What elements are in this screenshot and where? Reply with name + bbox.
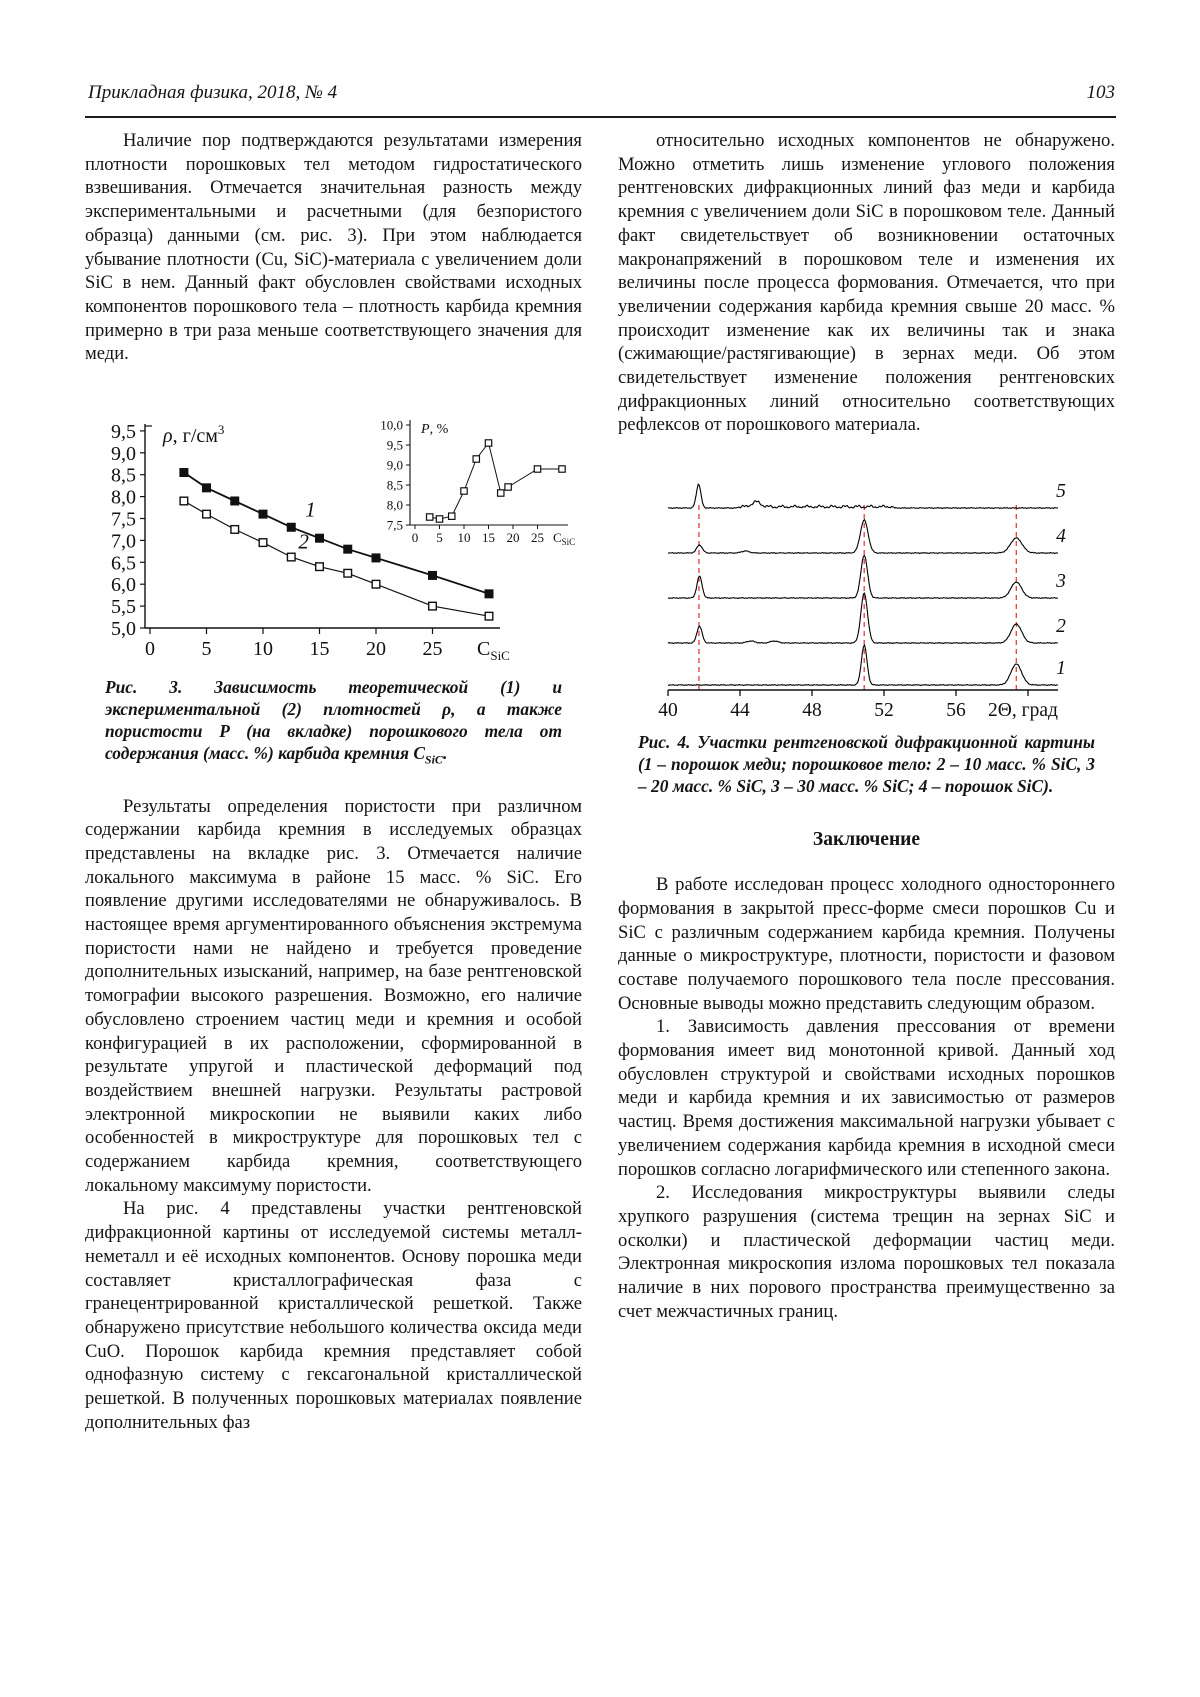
svg-text:56: 56 bbox=[946, 700, 966, 722]
paragraph-xrd-intro: На рис. 4 представлены участки рентгеновской дифракционной картины от исследуемой системы металл-неметалл и её исходных компонентов. Основу порошка меди составляет кристаллографическая фаза с гранецентрированной кристаллической решеткой. Также обнаружено присутствие небольшого количества оксида меди CuO. Порошок карбида кремния представляет собой однофазную систему с гексагональной кристаллической решеткой. В полученных порошковых материалах появление дополнительных фаз bbox=[85, 1198, 582, 1433]
page-number: 103 bbox=[1086, 82, 1115, 103]
svg-text:10: 10 bbox=[457, 530, 471, 546]
svg-text:8,0: 8,0 bbox=[111, 486, 136, 509]
svg-text:40: 40 bbox=[658, 700, 678, 722]
svg-text:7,5: 7,5 bbox=[111, 508, 136, 531]
svg-text:25: 25 bbox=[531, 530, 544, 546]
right-column bbox=[618, 129, 1115, 1434]
figure-3-caption-subscript: SiC bbox=[424, 752, 443, 767]
figure-4 bbox=[618, 443, 1115, 797]
svg-text:CSiC: $C_{SiC}$ bbox=[553, 530, 576, 548]
svg-text:0: 0 bbox=[145, 638, 155, 661]
svg-text:1: 1 bbox=[305, 497, 316, 522]
svg-text:10,0: 10,0 bbox=[380, 417, 403, 433]
fig3-density-chart bbox=[85, 378, 582, 670]
svg-text:52: 52 bbox=[874, 700, 894, 722]
svg-text:4: 4 bbox=[1056, 526, 1066, 548]
figure-4-caption: Рис. 4. Участки рентгеновской дифракционной картины (1 – порошок меди; порошковое тело: 2 – 10 масс. % SiC, 3 – 20 масс. % SiC, 3 – 30 масс. % SiC; 4 – порошок SiC). bbox=[638, 732, 1095, 797]
svg-text:P, %: P, % bbox=[421, 422, 449, 438]
svg-text:9,5: 9,5 bbox=[386, 437, 403, 453]
svg-text:20: 20 bbox=[366, 638, 386, 661]
paragraph-pores: Наличие пор подтверждаются результатами измерения плотности порошковых тел методом гидростатического взвешивания. Отмечается значительная разность между экспериментальными и расчетными (для безпористого образца) данными (см. рис. 3). При этом наблюдается убывание плотности (Cu, SiC)-материала с увеличением доли SiC в нем. Данный факт обусловлен свойствами исходных компонентов порошкового тела – плотность карбида кремния примерно в три раза меньше соответствующего значения для меди. bbox=[85, 130, 582, 365]
figure-3 bbox=[85, 378, 582, 770]
svg-text:48: 48 bbox=[802, 700, 822, 722]
svg-text:6,5: 6,5 bbox=[111, 552, 136, 575]
figure-3-caption-period: . bbox=[442, 743, 448, 764]
header-rule bbox=[85, 116, 1116, 118]
svg-text:5,5: 5,5 bbox=[111, 596, 136, 619]
conclusion-paragraph: В работе исследован процесс холодного одностороннего формования в закрытой пресс-форме смеси порошков Cu и SiC с различным содержанием карбида кремния. Получены данные о микроструктуре, плотности, пористости и фазовом составе получаемого порошкового тела после прессования. Основные выводы можно представить следующим образом. bbox=[618, 874, 1115, 1014]
figure-3-caption-text: Рис. 3. Зависимость теоретической (1) и экспериментальной (2) плотностей ρ, а также пористости P (на вкладке) порошкового тела от содержания (масс. %) карбида кремния bbox=[105, 677, 562, 764]
svg-text:1: 1 bbox=[1056, 658, 1066, 680]
left-column bbox=[85, 129, 582, 1434]
conclusion-heading: Заключение bbox=[812, 829, 921, 851]
svg-text:CSiC: $C_{SiC}$ bbox=[477, 638, 510, 664]
journal-title: Прикладная физика, 2018, № 4 bbox=[88, 82, 338, 103]
svg-text:7,5: 7,5 bbox=[386, 517, 403, 533]
two-column-layout bbox=[85, 129, 1115, 1434]
figure-3-caption bbox=[85, 676, 582, 770]
fig4-xrd-chart bbox=[618, 443, 1115, 725]
svg-text:20: 20 bbox=[506, 530, 520, 546]
conclusion-item-1: 1. Зависимость давления прессования от времени формования имеет вид монотонной кривой. Данный ход обусловлен структурой и свойствами исходных порошков меди и карбида кремния и их зависимостью от размеров частиц. Время достижения максимальной нагрузки убывает с увеличением содержания карбида кремния в исходной смеси порошков согласно логарифмического или степенного закона. bbox=[618, 1016, 1115, 1180]
svg-text:8,0: 8,0 bbox=[386, 497, 403, 513]
svg-text:2: 2 bbox=[298, 529, 309, 554]
paragraph-porosity: Результаты определения пористости при различном содержании карбида кремния в исследуемых образцах представлены на вкладке рис. 3. Отмечается наличие локального максимума в районе 15 масс. % SiC. Его появление другими исследователями не обнаруживалось. В настоящее время аргументированного объяснения экстремума пористости нами не найдено и требуется проведение дополнительных изысканий, например, на базе рентгеновской томографии высокого разрешения. Возможно, его наличие обусловлено строением частиц меди и кремния и особой конфигурацией в их расположении, сформированной в результате упругой и пластической деформаций под воздействием внешней нагрузки. Результаты растровой электронной микроскопии не выявили каких либо особенностей в микроструктуре для порошковых тел с содержанием карбида кремния, соответствующего локальному максимуму пористости. bbox=[85, 795, 582, 1196]
svg-text:15: 15 bbox=[482, 530, 495, 546]
svg-text:0: 0 bbox=[411, 530, 419, 546]
svg-text:2: 2 bbox=[1056, 616, 1066, 638]
svg-text:9,5: 9,5 bbox=[111, 420, 136, 443]
svg-text:25: 25 bbox=[422, 638, 443, 661]
svg-text:5: 5 bbox=[436, 530, 443, 546]
svg-text:2Θ, град: 2Θ, град bbox=[988, 700, 1058, 722]
svg-text:9,0: 9,0 bbox=[111, 442, 136, 465]
svg-text:5: 5 bbox=[1056, 481, 1066, 503]
figure-3-caption-symbol: C bbox=[413, 743, 425, 764]
svg-text:10: 10 bbox=[253, 638, 273, 661]
conclusion-item-2: 2. Исследования микроструктуры выявили следы хрупкого разрушения (система трещин на зернах SiC и осколки) и пластической деформации частиц меди. Электронная микроскопия излома порошковых тел показала наличие в них порового пространства преимущественно за счет межчастичных границ. bbox=[618, 1182, 1115, 1322]
svg-text:15: 15 bbox=[309, 638, 330, 661]
page-header bbox=[88, 82, 1115, 104]
svg-text:7,0: 7,0 bbox=[111, 530, 136, 553]
svg-text:6,0: 6,0 bbox=[111, 574, 136, 597]
svg-text:9,0: 9,0 bbox=[386, 457, 403, 473]
svg-text:5,0: 5,0 bbox=[111, 618, 136, 641]
paragraph-diffraction: относительно исходных компонентов не обнаружено. Можно отметить лишь изменение углового положения рентгеновских дифракционных линий фаз меди и карбида кремния с увеличением доли SiC в порошковом теле. Данный факт свидетельствует об возникновении остаточных макронапряжений в порошковом теле и изменения их величины после процесса формования. Отмечается, что при увеличении содержания карбида кремния свыше 20 масс. % происходит изменение как их величины так и знака (сжимающие/растягивающие) в зернах меди. Об этом свидетельствует изменение положения рентгеновских дифракционных линий относительно соответствующих рефлексов от порошкового материала. bbox=[618, 130, 1115, 436]
svg-text:ρ, г/см3: ρ, $г/см^3$ bbox=[163, 422, 225, 448]
svg-text:44: 44 bbox=[730, 700, 750, 722]
svg-text:5: 5 bbox=[201, 638, 212, 661]
svg-text:8,5: 8,5 bbox=[111, 464, 136, 487]
svg-text:3: 3 bbox=[1056, 571, 1066, 593]
svg-text:8,5: 8,5 bbox=[386, 477, 403, 493]
